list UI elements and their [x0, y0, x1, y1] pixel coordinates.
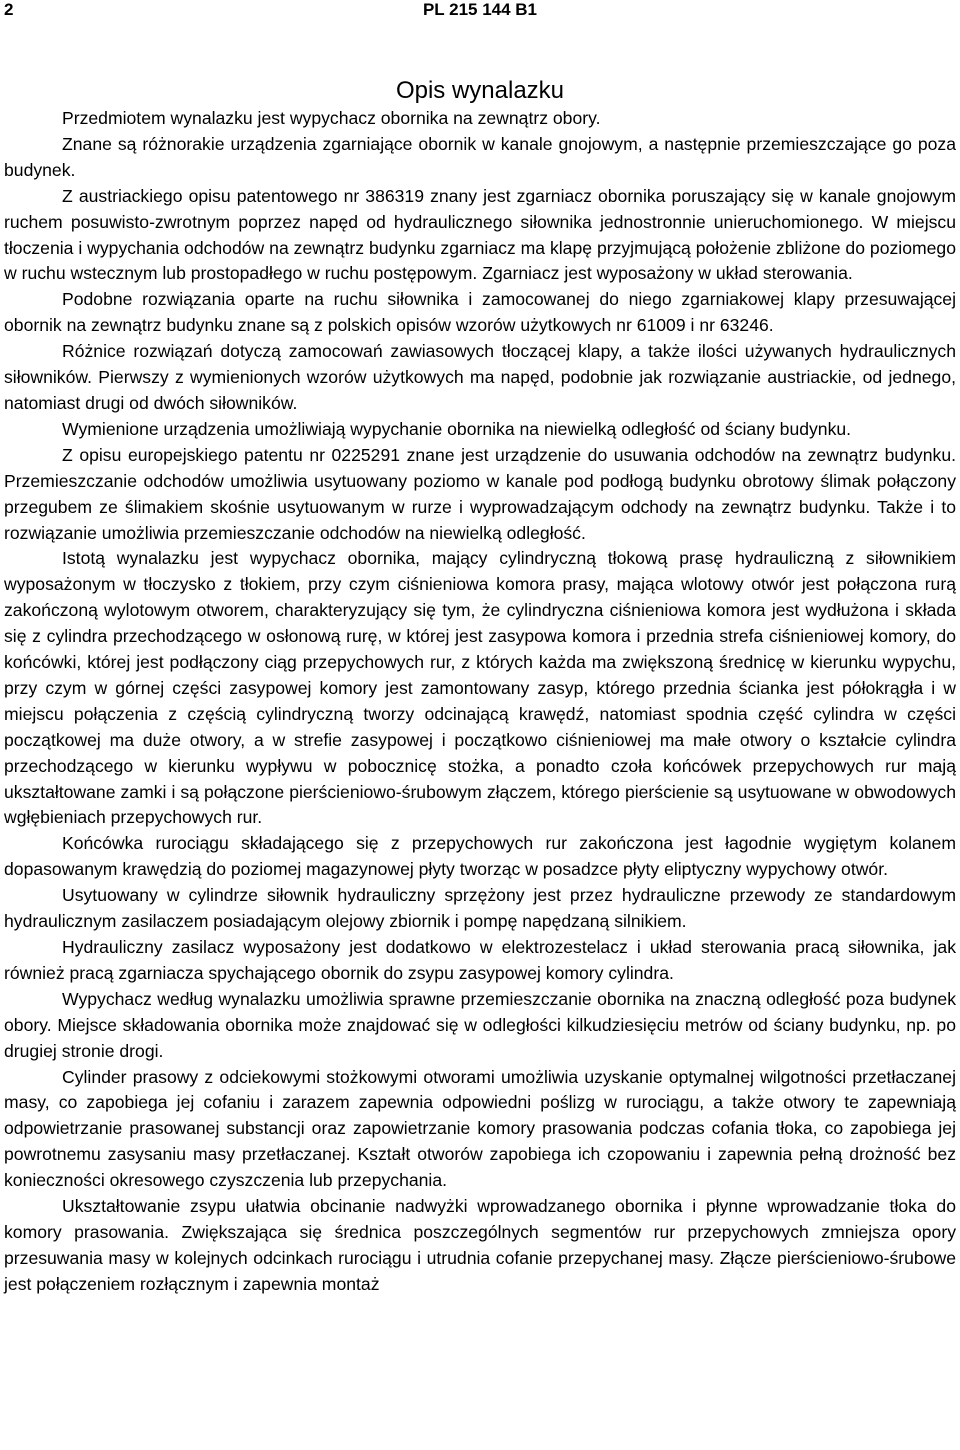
paragraph: Hydrauliczny zasilacz wyposażony jest dodatkowo w elektrozestelacz i układ sterowania pracą siłownika, jak również pracą zgarniacza spychającego obornik do zsypu zasypowej komory cylindra. — [4, 937, 956, 983]
paragraph: Cylinder prasowy z odciekowymi stożkowymi otworami umożliwia uzyskanie optymalnej wilgotności przetłaczanej masy, co zapobiega jej cofaniu i zarazem zapewnia odpowiedni poślizg w rurociągu, a także otwory te zapewniają odpowietrzanie prasowanej substancji oraz zapowietrzanie komory prasowania podczas cofania tłoka, co zapobiega jej powrotnemu zasysaniu masy przetłaczanej. Kształt otworów zapobiega ich czopowaniu i zapewnia pełną drożność bez konieczności okresowego czyszczenia lub przepychania. — [4, 1066, 956, 1191]
page-header — [4, 0, 956, 24]
paragraph: Podobne rozwiązania oparte na ruchu siłownika i zamocowanej do niego zgarniakowej klapy przesuwającej obornik na zewnątrz budynku znane są z polskich opisów wzorów użytkowych nr 61009 i nr 63246. — [4, 289, 956, 336]
page-number: 2 — [4, 0, 14, 19]
paragraph: Istotą wynalazku jest wypychacz obornika, mający cylindryczną tłokową prasę hydrauliczną z siłownikiem wyposażonym w tłoczysko z tłokiem, przy czym ciśnieniowa komora prasy, mająca wlotowy otwór jest połączona rurą zakończoną wylotowym otworem, charakteryzujący się tym, że cylindryczna ciśnieniowa komora jest wydłużona i składa się z cylindra przechodzącego w osłonową rurę, w której jest zasypowa komora i przednia strefa ciśnieniowej komory, do końcówki, której jest podłączony ciąg przepychowych rur, z których każda ma zwiększoną średnicę w kierunku wypychu, przy czym w górnej części zasypowej komory jest zamontowany zasyp, którego przednia ścianka jest półokrągła i w miejscu połączenia z częścią cylindryczną tworzy odcinającą krawędź, natomiast spodnia część cylindra w części początkowej ma duże otwory, a w strefie zasypowej i początkowo ciśnieniowej ma małe otwory o kształcie cylindra przechodzącego w kierunku wypływu w pobocznicę stożka, a ponadto czoła końcówek przepychowych rur mają ukształtowane zamki i są połączone pierścieniowo-śrubowym złączem, którego pierścienie są usytuowane w obwodowych wgłębieniach przepychowych rur. — [4, 548, 956, 828]
paragraph: Końcówka rurociągu składającego się z przepychowych rur zakończona jest łagodnie wygiętym kolanem dopasowanym krawędzią do poziomej magazynowej płyty tworząc w posadzce płyty eliptyczny wypychowy otwór. — [4, 833, 956, 880]
paragraph: Ukształtowanie zsypu ułatwia obcinanie nadwyżki wprowadzanego obornika i płynne wprowadzanie tłoka do komory prasowania. Zwiększająca się średnica poszczególnych segmentów rur przepychowych zmniejsza opory przesuwania masy w kolejnych odcinkach rurociągu i utrudnia cofanie przepychanej masy. Złącze pierścieniowo-śrubowe jest połączeniem rozłącznym i zapewnia montaż — [4, 1196, 956, 1294]
description-body — [4, 106, 956, 1298]
paragraph: Z austriackiego opisu patentowego nr 386319 znany jest zgarniacz obornika poruszający się w kanale gnojowym ruchem posuwisto-zwrotnym poprzez napęd od hydraulicznego siłownika jednostronnie unieruchomionego. W miejscu tłoczenia i wypychania odchodów na zewnątrz budynku zgarniacz ma klapę przyjmującą położenie zbliżone do poziomego w ruchu wstecznym lub prostopadłego w ruchu postępowym. Zgarniacz jest wyposażony w układ sterowania. — [4, 185, 956, 284]
paragraph: Wymienione urządzenia umożliwiają wypychanie obornika na niewielką odległość od ściany budynku. — [62, 418, 852, 439]
paragraph: Znane są różnorakie urządzenia zgarniające obornik w kanale gnojowym, a następnie przemieszczające go poza budynek. — [4, 133, 956, 180]
paragraph: Z opisu europejskiego patentu nr 0225291 znane jest urządzenie do usuwania odchodów na zewnątrz budynku. Przemieszczanie odchodów umożliwia usytuowany poziomo w kanale pod podłogą budynku obrotowy ślimak połączony przegubem ze ślimakiem skośnie usytuowanym w rurze i wyprowadzającym odchody na zewnątrz budynku. Także i to rozwiązanie umożliwia przemieszczanie odchodów na niewielką odległość. — [4, 444, 956, 543]
paragraph: Przedmiotem wynalazku jest wypychacz obornika na zewnątrz obory. — [62, 108, 601, 128]
patent-number: PL 215 144 B1 — [422, 0, 538, 19]
document-title: Opis wynalazku — [395, 77, 565, 105]
paragraph: Wypychacz według wynalazku umożliwia sprawne przemieszczanie obornika na znaczną odległość poza budynek obory. Miejsce składowania obornika może znajdować się w odległości kilkudziesięciu metrów od ściany budynku, np. po drugiej stronie drogi. — [4, 988, 956, 1061]
paragraph: Usytuowany w cylindrze siłownik hydrauliczny sprzężony jest przez hydrauliczne przewody ze standardowym hydraulicznym zasilaczem posiadającym olejowy zbiornik i pompę napędzaną silnikiem. — [4, 885, 956, 932]
paragraph: Różnice rozwiązań dotyczą zamocowań zawiasowych tłoczącej klapy, a także ilości używanych hydraulicznych siłowników. Pierwszy z wymienionych wzorów użytkowych ma napęd, podobnie jak rozwiązanie austriackie, od jednego, natomiast drugi od dwóch siłowników. — [4, 341, 956, 413]
